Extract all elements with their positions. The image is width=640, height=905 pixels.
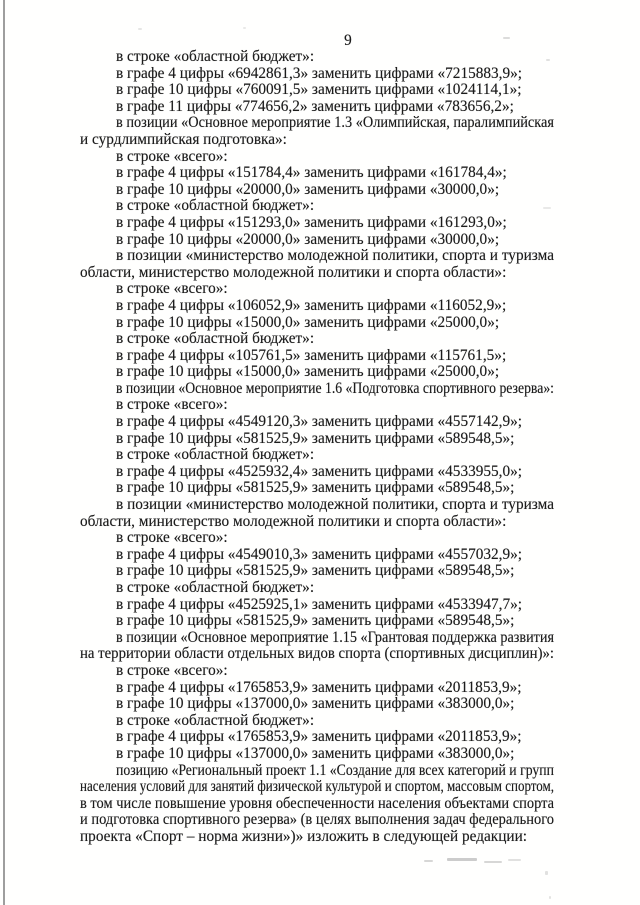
paragraph <box>80 613 554 630</box>
text-line-text: в графе 10 цифры «581525,9» заменить цифрами «589548,5»; <box>116 562 515 580</box>
text-line <box>80 547 554 564</box>
text-line-text: в графе 4 цифры «4549120,3» заменить цифрами «4557142,9»; <box>116 413 523 431</box>
paragraph <box>80 182 554 199</box>
text-line <box>80 713 554 730</box>
paragraph <box>80 165 554 182</box>
text-line-text: в графе 4 цифры «4525925,1» заменить цифрами «4533947,7»; <box>116 595 523 613</box>
text-line <box>80 447 554 464</box>
text-line-text: в графе 10 цифры «137000,0» заменить цифрами «383000,0»; <box>116 744 515 762</box>
text-line <box>80 298 554 315</box>
text-line <box>80 232 554 249</box>
text-line <box>80 630 554 647</box>
paragraph <box>80 298 554 315</box>
paragraph <box>80 315 554 332</box>
paragraph <box>80 364 554 381</box>
text-line-text: в графе 4 цифры «151784,4» заменить цифрами «161784,4»; <box>116 164 507 182</box>
paragraph <box>80 696 554 713</box>
scan-speck <box>545 871 548 875</box>
text-line-text: проекта «Спорт – норма жизни»)» изложить в следующей редакции: <box>80 827 528 845</box>
text-line <box>80 115 554 132</box>
paragraph <box>80 746 554 763</box>
scan-smudge <box>447 858 477 861</box>
paragraph <box>80 381 554 398</box>
text-line <box>80 746 554 763</box>
text-line-text: в графе 10 цифры «20000,0» заменить цифрами «30000,0»; <box>116 180 500 198</box>
text-line <box>80 281 554 298</box>
text-line <box>80 829 554 846</box>
paragraph <box>80 115 554 148</box>
scan-smudge <box>484 861 502 863</box>
paragraph <box>80 480 554 497</box>
text-line-text: в строке «областной бюджет»: <box>116 330 315 348</box>
text-line <box>80 82 554 99</box>
text-line <box>80 66 554 83</box>
text-line-text: в графе 10 цифры «20000,0» заменить цифрами «30000,0»; <box>116 230 500 248</box>
text-line <box>80 480 554 497</box>
paragraph <box>80 232 554 249</box>
scan-speck <box>138 28 142 30</box>
text-line-text: и подготовка спортивного резерва» (в целях выполнения задач федерального <box>80 811 554 829</box>
paragraph <box>80 497 554 530</box>
text-line-text: в графе 4 цифры «6942861,3» заменить цифрами «7215883,9»; <box>116 64 523 82</box>
paragraph <box>80 198 554 215</box>
text-line-text: в графе 4 цифры «4549010,3» заменить цифрами «4557032,9»; <box>116 545 523 563</box>
text-line <box>80 331 554 348</box>
text-line-text: в графе 10 цифры «137000,0» заменить цифрами «383000,0»; <box>116 695 515 713</box>
text-line-text: на территории области отдельных видов спорта (спортивных дисциплин)»: <box>80 645 554 663</box>
text-line-text: в позиции «Основное мероприятие 1.6 «Подготовка спортивного резерва»: <box>116 379 554 397</box>
text-line-text: в строке «всего»: <box>116 396 228 414</box>
text-line-text: в строке «областной бюджет»: <box>116 48 315 65</box>
paragraph <box>80 414 554 431</box>
text-line <box>80 796 554 813</box>
paragraph <box>80 397 554 414</box>
text-line <box>80 198 554 215</box>
paragraph <box>80 99 554 116</box>
text-line <box>80 414 554 431</box>
text-line <box>80 763 554 780</box>
paragraph <box>80 464 554 481</box>
paragraph <box>80 530 554 547</box>
text-line <box>80 49 554 66</box>
paragraph <box>80 49 554 66</box>
text-line-text: и сурдлимпийская подготовка»: <box>80 130 287 148</box>
page-number: 9 <box>344 32 352 49</box>
text-line-text: в графе 4 цифры «105761,5» заменить цифрами «115761,5»; <box>116 346 507 364</box>
text-line <box>80 514 554 531</box>
text-line <box>80 364 554 381</box>
text-line-text: в графе 4 цифры «1765853,9» заменить цифрами «2011853,9»; <box>116 728 522 746</box>
text-line-text: в графе 10 цифры «581525,9» заменить цифрами «589548,5»; <box>116 612 515 630</box>
paragraph <box>80 663 554 680</box>
text-line <box>80 165 554 182</box>
text-line <box>80 265 554 282</box>
paragraph <box>80 431 554 448</box>
text-line <box>80 132 554 149</box>
text-line-text: в графе 11 цифры «774656,2» заменить цифрами «783656,2»; <box>116 97 514 115</box>
text-line-text: населения условий для занятий физической культурой и спортом, массовым спортом, <box>80 778 554 796</box>
text-line-text: в позиции «Основное мероприятие 1.15 «Грантовая поддержка развития <box>116 628 554 646</box>
text-line <box>80 646 554 663</box>
paragraph <box>80 215 554 232</box>
text-line-text: в позиции «Основное мероприятие 1.3 «Олимпийская, паралимпийская <box>116 114 554 132</box>
text-line <box>80 729 554 746</box>
scan-smudge <box>424 860 433 862</box>
scan-edge-line <box>3 0 5 905</box>
text-line <box>80 812 554 829</box>
text-line <box>80 663 554 680</box>
paragraph <box>80 597 554 614</box>
text-line-text: в строке «областной бюджет»: <box>116 197 315 215</box>
text-line-text: в том числе повышение уровня обеспеченности населения объектами спорта <box>80 794 554 812</box>
text-line-text: в графе 4 цифры «1765853,9» заменить цифрами «2011853,9»; <box>116 678 522 696</box>
text-line <box>80 149 554 166</box>
paragraph <box>80 66 554 83</box>
text-line <box>80 580 554 597</box>
paragraph <box>80 447 554 464</box>
text-line-text: области, министерство молодежной политики и спорта области»: <box>80 263 507 281</box>
scan-speck <box>549 896 551 899</box>
text-line <box>80 348 554 365</box>
paragraph <box>80 580 554 597</box>
text-line <box>80 215 554 232</box>
paragraph <box>80 563 554 580</box>
text-line-text: позицию «Региональный проект 1.1 «Создание для всех категорий и групп <box>116 761 554 779</box>
text-line-text: в графе 10 цифры «15000,0» заменить цифрами «25000,0»; <box>116 363 500 381</box>
paragraph <box>80 82 554 99</box>
paragraph <box>80 680 554 697</box>
scan-speck <box>243 27 246 29</box>
paragraph <box>80 630 554 663</box>
text-line-text: в позиции «министерство молодежной политики, спорта и туризма <box>116 247 554 265</box>
paragraph <box>80 547 554 564</box>
text-line <box>80 597 554 614</box>
text-line-text: в строке «областной бюджет»: <box>116 446 315 464</box>
text-line <box>80 613 554 630</box>
text-line-text: в графе 4 цифры «4525932,4» заменить цифрами «4533955,0»; <box>116 462 523 480</box>
text-line-text: в позиции «министерство молодежной политики, спорта и туризма <box>116 496 554 514</box>
text-line-text: в строке «областной бюджет»: <box>116 711 315 729</box>
text-line <box>80 99 554 116</box>
scan-smudge <box>508 859 521 861</box>
text-line <box>80 381 554 398</box>
paragraph <box>80 348 554 365</box>
text-line-text: в графе 4 цифры «106052,9» заменить цифрами «116052,9»; <box>116 296 507 314</box>
text-line <box>80 696 554 713</box>
scan-speck <box>503 37 510 39</box>
text-line <box>80 779 554 796</box>
text-line <box>80 431 554 448</box>
text-line <box>80 182 554 199</box>
text-line-text: в строке «всего»: <box>116 529 228 547</box>
text-line <box>80 248 554 265</box>
paragraph <box>80 281 554 298</box>
text-line <box>80 497 554 514</box>
text-line <box>80 315 554 332</box>
scan-speck <box>546 59 550 61</box>
text-line <box>80 530 554 547</box>
text-line <box>80 563 554 580</box>
paragraph <box>80 729 554 746</box>
text-line <box>80 680 554 697</box>
text-line-text: в строке «всего»: <box>116 280 228 298</box>
text-line <box>80 464 554 481</box>
paragraph <box>80 713 554 730</box>
paragraph <box>80 149 554 166</box>
paragraph <box>80 331 554 348</box>
text-line-text: в строке «всего»: <box>116 147 228 165</box>
text-line-text: в строке «областной бюджет»: <box>116 579 315 596</box>
text-line-text: в строке «всего»: <box>116 661 228 679</box>
scan-speck <box>543 207 551 209</box>
text-line-text: в графе 10 цифры «581525,9» заменить цифрами «589548,5»; <box>116 479 515 497</box>
text-line-text: в графе 4 цифры «151293,0» заменить цифрами «161293,0»; <box>116 213 507 231</box>
text-line-text: области, министерство молодежной политики и спорта области»: <box>80 512 507 530</box>
text-line-text: в графе 10 цифры «581525,9» заменить цифрами «589548,5»; <box>116 429 515 447</box>
paragraph <box>80 248 554 281</box>
text-line-text: в графе 10 цифры «760091,5» заменить цифрами «1024114,1»; <box>116 81 522 99</box>
document-body <box>80 49 554 846</box>
text-line <box>80 397 554 414</box>
paragraph <box>80 763 554 846</box>
text-line-text: в графе 10 цифры «15000,0» заменить цифрами «25000,0»; <box>116 313 500 331</box>
